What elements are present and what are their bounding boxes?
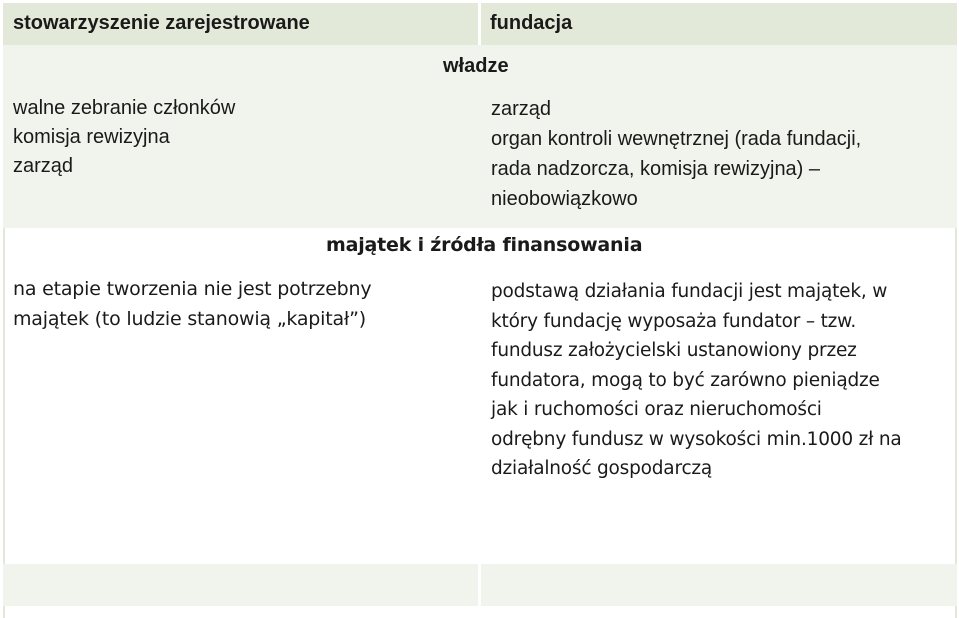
section1-right-text — [491, 94, 861, 214]
section1-right-line: rada nadzorcza, komisja rewizyjna) – — [491, 158, 821, 180]
section2-left-line: majątek (to ludzie stanowią „kapitał”) — [13, 307, 366, 330]
section2-right-text — [491, 277, 902, 484]
section2-right-line: działalność gospodarczą — [491, 458, 713, 479]
section2-right-line: jak i ruchomości oraz nieruchomości — [491, 399, 822, 420]
section1-left-line: komisja rewizyjna — [13, 126, 170, 148]
section2-right-line: fundusz założycielski ustanowiony przez — [491, 340, 857, 361]
section-title-wladze: władze — [443, 55, 509, 77]
header-left-title: stowarzyszenie zarejestrowane — [13, 12, 310, 34]
header-right-title: fundacja — [490, 12, 573, 34]
section2-right-line: który fundację wyposaża fundator – tzw. — [491, 310, 857, 332]
table-row-footer — [3, 606, 957, 618]
section1-left-line: walne zebranie członków — [13, 97, 236, 119]
section-title-majatek: majątek i źródła finansowania — [326, 234, 643, 256]
section1-right-line: organ kontroli wewnętrznej (rada fundacji, — [491, 128, 862, 150]
section1-right-line: zarząd — [491, 98, 552, 120]
section2-left-line: na etapie tworzenia nie jest potrzebny — [13, 278, 372, 300]
section2-right-line: odrębny fundusz w wysokości min.1000 zł na — [491, 428, 902, 450]
column-divider — [478, 3, 481, 45]
section1-left-line: zarząd — [13, 155, 74, 177]
section2-right-line: fundatora, mogą to być zarówno pieniądze — [491, 369, 880, 391]
column-divider — [478, 564, 481, 606]
section1-right-line: nieobowiązkowo — [491, 188, 638, 210]
section2-left-text — [13, 275, 371, 334]
section2-right-line: podstawą działania fundacji jest majątek, w — [491, 281, 888, 302]
section1-left-text — [13, 94, 235, 181]
